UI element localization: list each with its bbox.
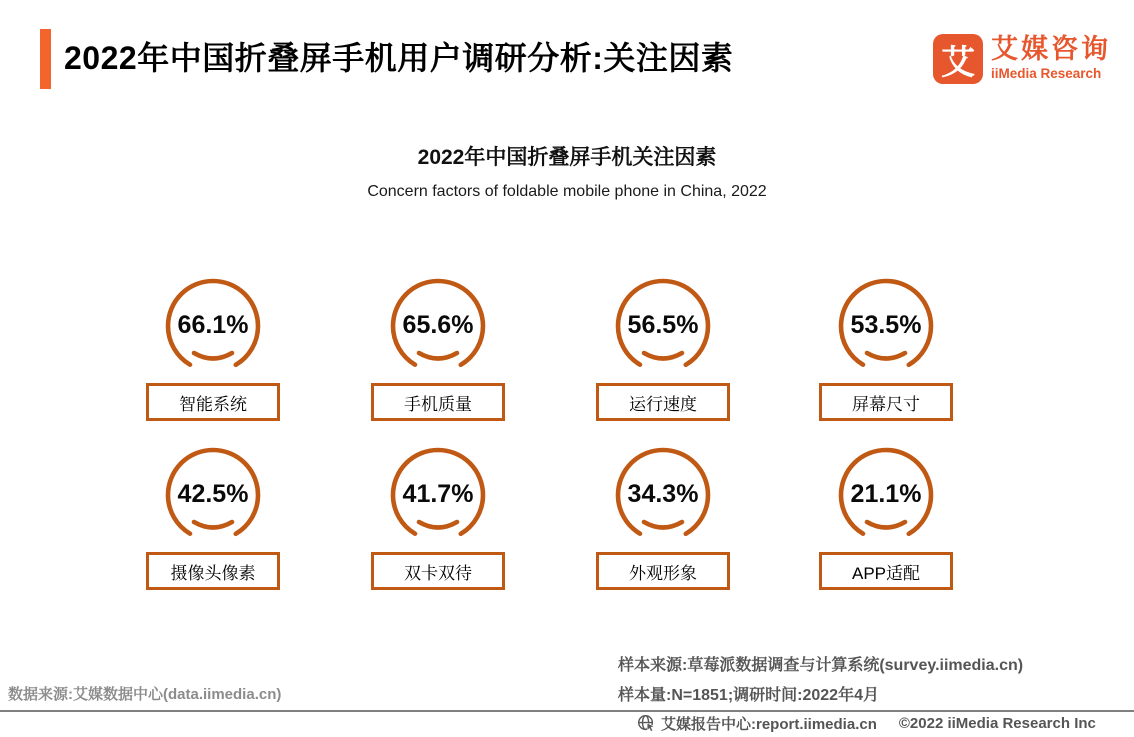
sample-notes	[618, 651, 1023, 711]
percent-bubble	[613, 447, 713, 547]
footer-divider	[0, 710, 1134, 712]
data-source-note: 数据来源:艾媒数据中心(data.iimedia.cn)	[8, 686, 282, 703]
percent-value: 53.5%	[850, 311, 922, 339]
factor-label: 运行速度	[596, 383, 730, 421]
percent-bubble	[388, 447, 488, 547]
percent-value: 41.7%	[402, 480, 474, 508]
percent-bubble	[163, 447, 263, 547]
chart-title-block	[0, 141, 1134, 201]
factor-card	[358, 447, 518, 590]
chart-title-cn: 2022年中国折叠屏手机关注因素	[417, 146, 717, 169]
percent-bubble	[836, 447, 936, 547]
factor-label: 摄像头像素	[146, 552, 280, 590]
percent-value: 34.3%	[627, 480, 699, 508]
iimedia-logo-icon: 艾	[933, 34, 983, 84]
factor-card	[806, 278, 966, 421]
title-accent-bar	[40, 29, 51, 89]
report-center-text: 艾媒报告中心:report.iimedia.cn	[661, 716, 877, 733]
percent-value: 56.5%	[627, 311, 699, 339]
factor-label: 外观形象	[596, 552, 730, 590]
factor-label: 双卡双待	[371, 552, 505, 590]
chart-title-en: Concern factors of foldable mobile phone in China, 2022	[367, 183, 767, 200]
logo-name-en: iiMedia Research	[991, 66, 1102, 81]
percent-bubble	[388, 278, 488, 378]
factor-label: 屏幕尺寸	[819, 383, 953, 421]
factor-card	[583, 447, 743, 590]
copyright-text: ©2022 iiMedia Research Inc	[898, 715, 1096, 732]
factor-label: 手机质量	[371, 383, 505, 421]
percent-value: 66.1%	[177, 311, 249, 339]
percent-value: 65.6%	[402, 311, 474, 339]
sample-size-note: 样本量:N=1851;调研时间:2022年4月	[618, 687, 879, 704]
iimedia-logo	[933, 34, 1111, 84]
globe-cursor-icon	[637, 714, 656, 733]
footer	[637, 713, 1096, 734]
factor-label: 智能系统	[146, 383, 280, 421]
factor-card	[583, 278, 743, 421]
factor-card	[133, 447, 293, 590]
iimedia-logo-text	[991, 34, 1111, 81]
page-title: 2022年中国折叠屏手机用户调研分析:关注因素	[64, 40, 734, 76]
factor-card	[358, 278, 518, 421]
percent-bubble	[836, 278, 936, 378]
sample-source-note: 样本来源:草莓派数据调查与计算系统(survey.iimedia.cn)	[618, 657, 1024, 674]
factor-label: APP适配	[819, 552, 953, 590]
percent-value: 21.1%	[850, 480, 922, 508]
factor-card	[133, 278, 293, 421]
logo-name-cn: 艾媒咨询	[991, 34, 1111, 64]
factor-card	[806, 447, 966, 590]
percent-value: 42.5%	[177, 480, 249, 508]
percent-bubble	[163, 278, 263, 378]
percent-bubble	[613, 278, 713, 378]
